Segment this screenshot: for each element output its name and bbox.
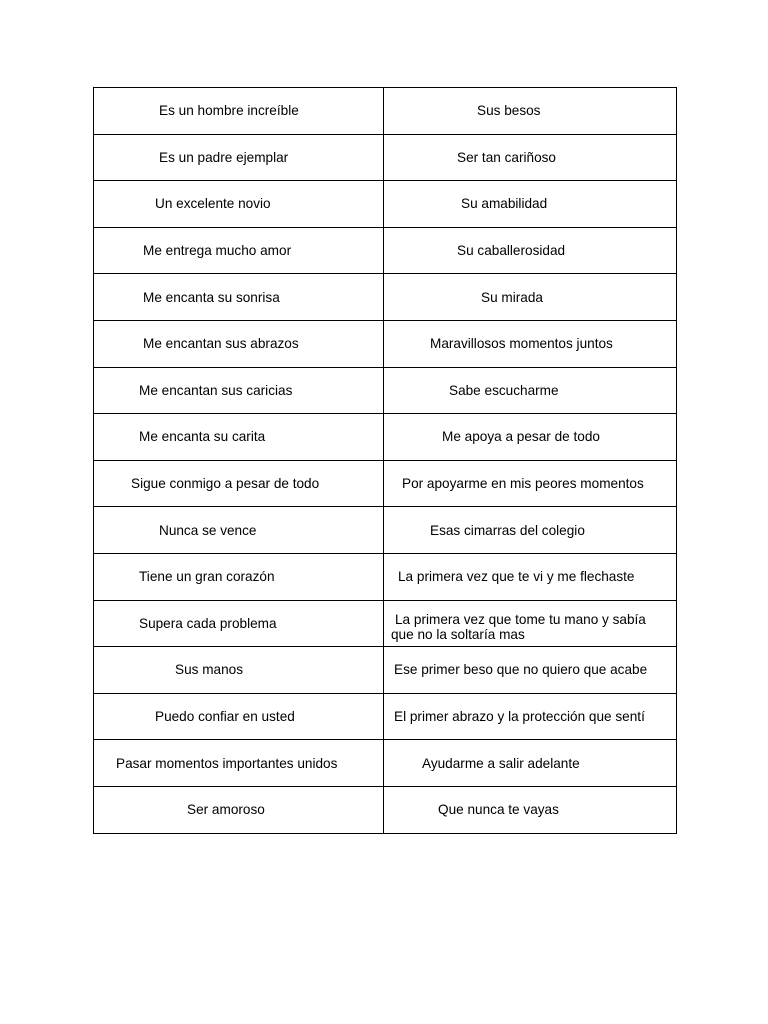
table-row	[94, 88, 677, 135]
cell-text: Sus besos	[477, 103, 541, 119]
table-cell-right	[384, 553, 677, 600]
table-cell-right	[384, 367, 677, 414]
cell-text: Me encanta su carita	[139, 429, 266, 445]
table-cell-left	[94, 740, 384, 787]
table-row	[94, 693, 677, 740]
table-cell-left	[94, 786, 384, 833]
cell-text: Sigue conmigo a pesar de todo	[131, 476, 320, 492]
table-row	[94, 460, 677, 507]
table-cell-left	[94, 320, 384, 367]
cell-text: Maravillosos momentos juntos	[430, 336, 613, 352]
table-cell-right	[384, 181, 677, 228]
cell-text: La primera vez que tome tu mano y sabía que no la soltaría mas	[391, 612, 646, 643]
cell-text: Me encantan sus abrazos	[143, 336, 299, 352]
cell-text: Sus manos	[175, 662, 244, 678]
table-row	[94, 786, 677, 833]
cell-text: Ser amoroso	[187, 802, 265, 818]
table-row	[94, 181, 677, 228]
table-cell-right	[384, 274, 677, 321]
table-row	[94, 367, 677, 414]
cell-text: Supera cada problema	[139, 615, 277, 631]
cell-text: Tiene un gran corazón	[139, 569, 275, 585]
table-cell-left	[94, 693, 384, 740]
table-cell-right	[384, 740, 677, 787]
table-cell-right	[384, 507, 677, 554]
table-cell-right	[384, 227, 677, 274]
phrases-table	[93, 87, 677, 834]
table-cell-left	[94, 367, 384, 414]
cell-text: Me encantan sus caricias	[139, 382, 293, 398]
table-cell-right	[384, 320, 677, 367]
table-cell-left	[94, 414, 384, 461]
cell-text: Sabe escucharme	[449, 382, 559, 398]
cell-text: Por apoyarme en mis peores momentos	[402, 476, 644, 492]
cell-text: Es un padre ejemplar	[159, 149, 289, 165]
cell-text: Ayudarme a salir adelante	[422, 755, 580, 771]
table-cell-right	[384, 414, 677, 461]
table-row	[94, 600, 677, 647]
table-row	[94, 553, 677, 600]
table-row	[94, 740, 677, 787]
table-cell-right	[384, 647, 677, 694]
cell-text: Esas cimarras del colegio	[430, 522, 585, 538]
cell-text: Su caballerosidad	[457, 243, 566, 259]
table-cell-right	[384, 88, 677, 135]
table-cell-right	[384, 460, 677, 507]
cell-text: Nunca se vence	[159, 522, 257, 538]
table-row	[94, 507, 677, 554]
cell-text: Es un hombre increíble	[159, 103, 299, 119]
cell-text: Puedo confiar en usted	[155, 709, 295, 725]
table-cell-left	[94, 227, 384, 274]
cell-text: Me entrega mucho amor	[143, 243, 292, 259]
table-row	[94, 274, 677, 321]
cell-text: El primer abrazo y la protección que sentí	[394, 709, 645, 725]
table-cell-right	[384, 693, 677, 740]
cell-text: Su amabilidad	[461, 196, 548, 212]
table-cell-left	[94, 460, 384, 507]
cell-text: Me encanta su sonrisa	[143, 289, 280, 305]
table-cell-left	[94, 88, 384, 135]
table-cell-right	[384, 786, 677, 833]
cell-text: Ser tan cariñoso	[457, 149, 556, 165]
table-cell-left	[94, 553, 384, 600]
cell-text: Un excelente novio	[155, 196, 271, 212]
cell-text: Ese primer beso que no quiero que acabe	[394, 662, 648, 678]
cell-text: Pasar momentos importantes unidos	[116, 755, 338, 771]
table-cell-left	[94, 274, 384, 321]
table-cell-left	[94, 134, 384, 181]
table-row	[94, 647, 677, 694]
cell-text: Me apoya a pesar de todo	[442, 429, 600, 445]
table-cell-left	[94, 181, 384, 228]
table-row	[94, 414, 677, 461]
table-row	[94, 134, 677, 181]
table-cell-right	[384, 134, 677, 181]
table-cell-left	[94, 647, 384, 694]
table-row	[94, 227, 677, 274]
cell-text: Su mirada	[481, 289, 543, 305]
table-cell-right	[384, 600, 677, 647]
cell-text: Que nunca te vayas	[438, 802, 559, 818]
table-cell-left	[94, 507, 384, 554]
cell-text: La primera vez que te vi y me flechaste	[398, 569, 635, 585]
table-row	[94, 320, 677, 367]
table-cell-left	[94, 600, 384, 647]
